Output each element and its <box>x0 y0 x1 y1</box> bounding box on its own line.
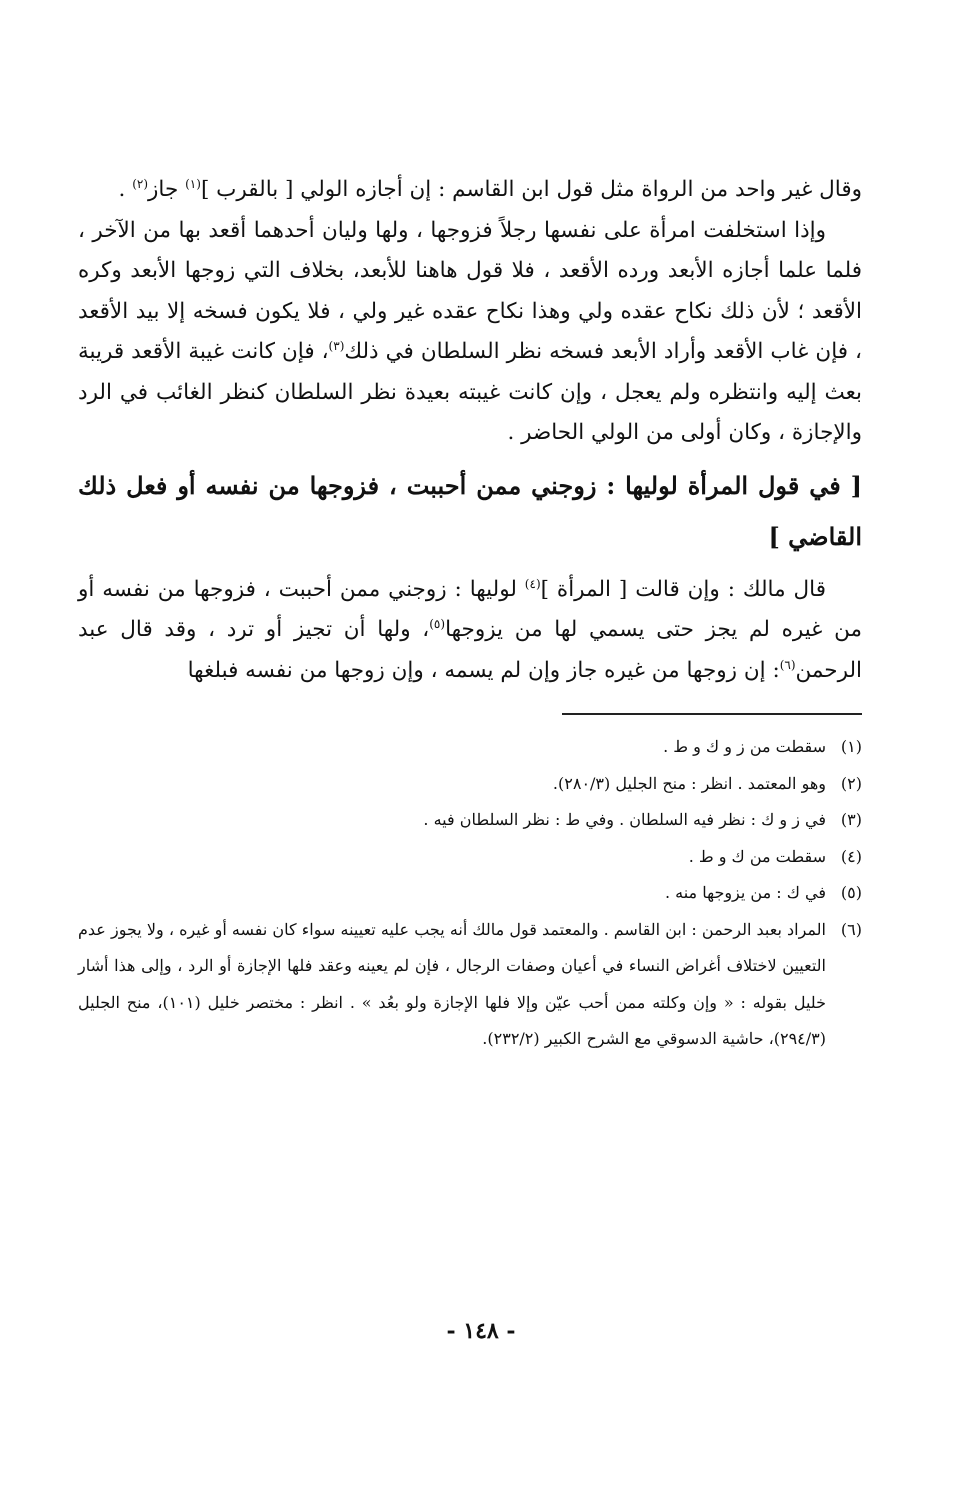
paragraph-text: قال مالك : وإن قالت [ المرأة ] <box>540 576 826 602</box>
footnote-number: (٦) <box>840 919 862 939</box>
paragraph-text: وإذا استخلفت امرأة على نفسها رجلاً فزوجها ، ولها وليان أحدهما أقعد بها من الآخر ، فلما علما أجازه الأبعد ورده الأقعد ، فلا قول هاهنا للأبعد، بخلاف التي زوجها الأبعد وكره الأقعد ؛ لأن ذلك نكاح عقده ولي وهذا نكاح عقده غير ولي ، فلا يكون فسخه إلا بيد الأقعد ، فإن غاب الأقعد وأراد الأبعد فسخه نظر السلطان في ذلك <box>78 217 862 364</box>
footnote-item <box>78 729 862 766</box>
footnote-item <box>78 802 862 839</box>
footnote-marker: (١) <box>185 176 201 191</box>
page-body <box>78 170 862 1058</box>
footnote-text: سقطت من ز و ك و ط . <box>663 737 826 756</box>
footnote-marker: (٦) <box>779 657 796 672</box>
paragraph-1 <box>78 170 862 211</box>
paragraph-text: لوليها : زوجني ممن أحببت ، فزوجها من نفسه أو من غيره لم يجز حتى يسمي لها من يزوجها <box>78 576 862 642</box>
footnote-number: (٤) <box>840 846 862 866</box>
footnote-number: (٢) <box>840 773 862 793</box>
footnote-item <box>78 839 862 876</box>
footnote-divider <box>562 713 862 715</box>
footnote-item <box>78 766 862 803</box>
paragraph-text: . <box>118 177 133 202</box>
footnote-marker: (٥) <box>429 616 446 631</box>
paragraph-text: جاز <box>148 177 186 202</box>
footnote-marker: (٣) <box>328 338 345 353</box>
paragraph-2 <box>78 211 862 454</box>
footnote-text: المراد بعبد الرحمن : ابن القاسم . والمعتمد قول مالك أنه يجب عليه تعيينه سواء كان نفسه أو غيره ، ولا يجوز عدم التعيين لاختلاف أغراض النساء في أعيان وصفات الرجال ، فإن لم يعينه وعقد فلها الإجازة أو الرد ، وإلى هذا أشار خليل بقوله : « وإن وكلته ممن أحب عيّن وإلا فلها الإجازة ولو بعُد » . انظر : مختصر خليل (١٠١)، منح الجليل (٢٩٤/٣)، حاشية الدسوقي مع الشرح الكبير (٢٣٢/٢). <box>78 919 826 1048</box>
footnote-item <box>78 875 862 912</box>
paragraph-text: ، فإن كانت غيبة الأقعد قريبة بعث إليه وانتظره ولم يعجل ، وإن كانت غيبته بعيدة نظر السلطان كنظر الغائب في الرد والإجازة ، وكان أولى من الولي الحاضر . <box>78 339 862 445</box>
footnote-number: (١) <box>840 737 862 756</box>
footnote-text: سقطت من ك و ط . <box>688 846 826 866</box>
footnote-number: (٣) <box>840 810 862 829</box>
section-heading: [ في قول المرأة لوليها : زوجني ممن أحببت ، فزوجها من نفسه أو فعل ذلك القاضي ] <box>78 470 862 551</box>
paragraph-text: : إن زوجها من غيره جاز وإن لم يسمه ، وإن زوجها من نفسه فبلغها <box>187 657 780 683</box>
page-number: - ١٤٨ - <box>446 1318 516 1344</box>
footnotes <box>78 729 862 1058</box>
footnote-text: في ك : من يزوجها منه . <box>664 883 826 902</box>
footnote-marker: (٤) <box>524 576 541 591</box>
footnote-item <box>78 912 862 1058</box>
paragraph-text: وقال غير واحد من الرواة مثل قول ابن القاسم : إن أجازه الولي [ بالقرب ] <box>200 177 862 202</box>
footnote-text: وهو المعتمد . انظر : منح الجليل (٢٨٠/٣). <box>552 773 826 793</box>
footnote-number: (٥) <box>840 883 862 902</box>
footnote-marker: (٢) <box>132 176 149 191</box>
paragraph-3 <box>78 570 862 692</box>
footnote-text: في ز و ك : نظر فيه السلطان . وفي ط : نظر السلطان فيه . <box>423 810 826 829</box>
paragraph-text: ، ولها أن تجيز أو ترد ، وقد قال عبد الرحمن <box>78 617 862 683</box>
